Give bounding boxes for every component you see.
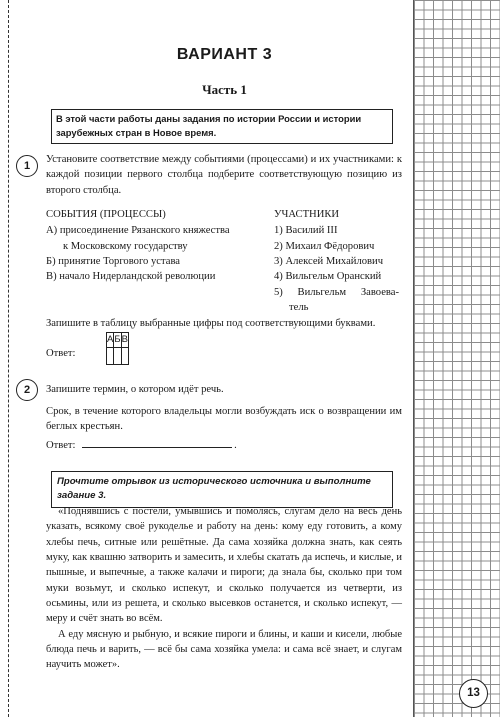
event-a-cont: к Московскому государству [63, 240, 188, 252]
task-1-answer-label: Ответ: [46, 348, 76, 359]
answer-cell-c[interactable] [121, 348, 128, 365]
task-2-number: 2 [16, 379, 38, 401]
task-2-answer-label: Ответ: [46, 440, 76, 451]
task-2-answer-field[interactable] [82, 438, 232, 448]
cut-line [8, 0, 9, 717]
answer-table [106, 332, 129, 365]
quote-paragraph-1: «Поднявшись с постели, умывшись и помолясь, слугам дело на весь день указать, всякому своё рукоделье и работу на день: кому еду готовить, а кому хлебы печь, ситные или решётные. Да сама хозяйка должна знать, как сеять муку, как квашню затворить и замесить, и хлебы скатать да испечь, и кислые, и пышные, и выпечные, а также калачи и пироги; да знала бы, сколько при том муки возьмут, и сколько испекут, и сколько получается из четверти, из осьмины, или из решета, и сколько высевков останется, и сколько испекут, — меру и счёт знать во всём. [46, 506, 402, 625]
event-a: А) присоединение Рязанского княжества [46, 225, 230, 237]
task-2-definition: Срок, в течение которого владельцы могли возбуждать иск о возвращении им беглых крестьян. [46, 406, 402, 433]
participant-5: 5) Вильгельм Завоева- [274, 286, 399, 298]
task-1-prompt: Установите соответствие между событиями (процессами) и их участниками: к каждой позиции первого столбца подберите соответствующую позицию из второго столбца. [46, 154, 402, 196]
task-2-answer-end: . [234, 440, 237, 451]
task-1-number: 1 [16, 155, 38, 177]
participants-column [274, 207, 399, 316]
variant-title: ВАРИАНТ 3 [176, 46, 273, 63]
participant-1: 1) Василий III [274, 225, 338, 237]
answer-col-b-header: Б [114, 333, 121, 348]
task-2-answer [46, 438, 237, 453]
participants-header: УЧАСТНИКИ [274, 209, 340, 220]
part-title: Часть 1 [202, 82, 247, 97]
events-header: СОБЫТИЯ (ПРОЦЕССЫ) [46, 209, 166, 220]
quote-paragraph-2: А еду мясную и рыбную, и всякие пироги и блины, и каши и кисели, любые блюда печь и варить, — всё бы сама хозяйка умела: и сама всё знает, и слугам научить может». [46, 628, 402, 671]
instructions-box: В этой части работы даны задания по истории России и истории зарубежных стран в Новое время. [51, 109, 393, 144]
page-number: 13 [459, 679, 488, 708]
event-c: В) начало Нидерландской революции [46, 271, 216, 283]
answer-col-c-header: В [121, 333, 128, 348]
answer-grid [413, 0, 500, 717]
task-2-prompt: Запишите термин, о котором идёт речь. [46, 384, 224, 395]
source-quote [46, 504, 402, 673]
source-instruction-box: Прочтите отрывок из исторического источника и выполните задание 3. [51, 471, 393, 508]
answer-cell-b[interactable] [114, 348, 121, 365]
table-instruction: Запишите в таблицу выбранные цифры под соответствующими буквами. [46, 318, 376, 329]
answer-cell-a[interactable] [107, 348, 114, 365]
events-column [46, 207, 256, 285]
participant-2: 2) Михаил Фёдорович [274, 240, 375, 252]
participant-5-cont: тель [289, 302, 309, 314]
answer-col-a-header: А [107, 333, 114, 348]
participant-3: 3) Алексей Михайлович [274, 256, 384, 268]
event-b: Б) принятие Торгового устава [46, 256, 181, 268]
participant-4: 4) Вильгельм Оранский [274, 271, 382, 283]
